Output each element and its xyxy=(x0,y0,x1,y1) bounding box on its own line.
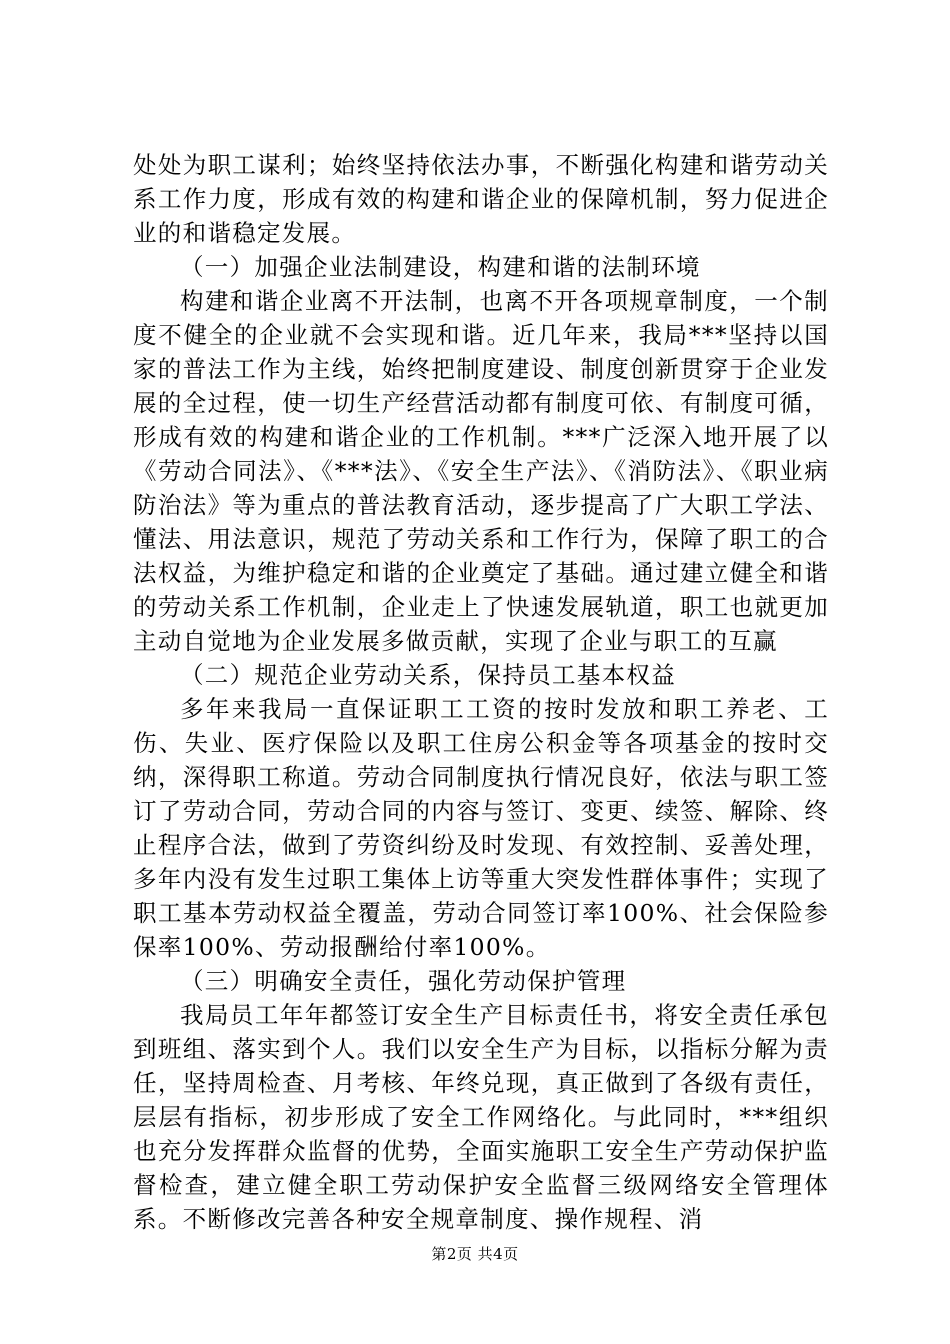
paragraph-section-2: 多年来我局一直保证职工工资的按时发放和职工养老、工伤、失业、医疗保险以及职工住房公积金等各项基金的按时交纳，深得职工称道。劳动合同制度执行情况良好，依法与职工签订了劳动合同，劳动合同的内容与签订、变更、续签、解除、终止程序合法，做到了劳资纠纷及时发现、有效控制、妥善处理，多年内没有发生过职工集体上访等重大突发性群体事件；实现了职工基本劳动权益全覆盖，劳动合同签订率100%、社会保险参保率100%、劳动报酬给付率100%。 xyxy=(133,695,829,961)
paragraph-intro-continuation: 处处为职工谋利；始终坚持依法办事，不断强化构建和谐劳动关系工作力度，形成有效的构建和谐企业的保障机制，努力促进企业的和谐稳定发展。 xyxy=(133,151,829,247)
paragraph-section-3: 我局员工年年都签订安全生产目标责任书，将安全责任承包到班组、落实到个人。我们以安全生产为目标，以指标分解为责任，坚持周检查、月考核、年终兑现，真正做到了各级有责任，层层有指标，初步形成了安全工作网络化。与此同时，***组织也充分发挥群众监督的优势，全面实施职工安全生产劳动保护监督检查，建立健全职工劳动保护安全监督三级网络安全管理体系。不断修改完善各种安全规章制度、操作规程、消 xyxy=(133,1001,829,1233)
section-heading-1: （一）加强企业法制建设，构建和谐的法制环境 xyxy=(180,253,701,281)
section-heading-2: （二）规范企业劳动关系，保持员工基本权益 xyxy=(180,661,676,689)
page-footer: 第2页 共4页 xyxy=(431,1245,519,1263)
section-heading-3: （三）明确安全责任，强化劳动保护管理 xyxy=(180,967,627,995)
paragraph-section-1: 构建和谐企业离不开法制，也离不开各项规章制度，一个制度不健全的企业就不会实现和谐。近几年来，我局***坚持以国家的普法工作为主线，始终把制度建设、制度创新贯穿于企业发展的全过程，使一切生产经营活动都有制度可依、有制度可循，形成有效的构建和谐企业的工作机制。***广泛深入地开展了以《劳动合同法》、《***法》、《安全生产法》、《消防法》、《职业病防治法》等为重点的普法教育活动，逐步提高了广大职工学法、懂法、用法意识，规范了劳动关系和工作行为，保障了职工的合法权益，为维护稳定和谐的企业奠定了基础。通过建立健全和谐的劳动关系工作机制，企业走上了快速发展轨道，职工也就更加主动自觉地为企业发展多做贡献，实现了企业与职工的互赢 xyxy=(133,287,829,655)
document-body xyxy=(133,148,829,1236)
